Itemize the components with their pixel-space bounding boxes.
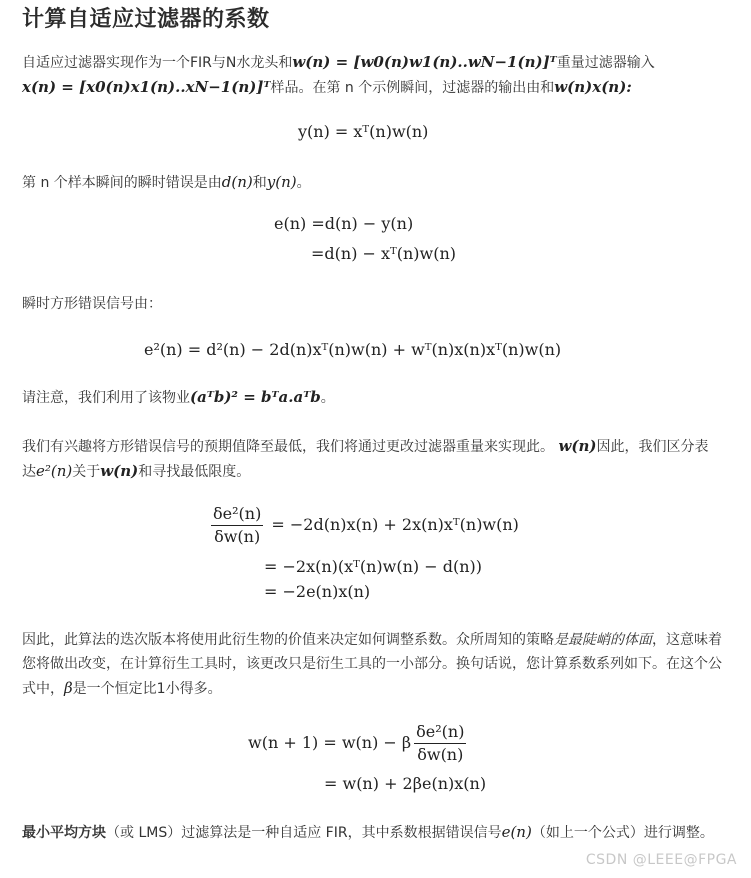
minimize-text-d: 和寻找最低限度。 (138, 464, 251, 480)
minimize-paragraph (22, 434, 722, 484)
error-signal-math: e(n) (501, 823, 532, 841)
gradient-equation-line3 (264, 582, 370, 601)
gradient-numerator: δe²(n) (211, 504, 263, 526)
squared-error-paragraph (22, 292, 722, 316)
update-line2-text: = w(n) + 2βe(n)x(n) (324, 774, 487, 793)
gradient-line3-text: = −2e(n)x(n) (264, 582, 371, 601)
intro-paragraph (22, 50, 722, 100)
error-equation-line2 (311, 244, 456, 263)
steepest-text-b: ，这意味着您将做出改变，在计算衍生工具时，该更改只是衍生工具的一小部分。换句话说，您计算系数系列如下。在这个公式中， (22, 632, 722, 697)
gradient-denominator: δw(n) (214, 527, 261, 546)
gradient-fraction (211, 504, 263, 547)
steepest-text-a: 因此，此算法的迭次版本将使用此衍生物的价值来决定如何调整系数。众所周知的策略 (22, 632, 554, 648)
error-paragraph (22, 170, 722, 195)
property-math: (aᵀb)² = bᵀa.aᵀb (190, 388, 321, 406)
update-lhs-text: w(n + 1) = w(n) − β (248, 733, 412, 752)
squared-error-equation-text: e²(n) = d²(n) − 2d(n)xᵀ(n)w(n) + wᵀ(n)x(n)xᵀ(n)w(n) (144, 340, 562, 359)
output-signal-math: y(n) (266, 173, 297, 191)
lms-paragraph (22, 820, 722, 845)
error-text-b: 和 (252, 175, 267, 191)
steepest-text-em: 是最陡峭的体面 (554, 632, 652, 648)
page-title: 计算自适应过滤器的系数 (22, 7, 270, 32)
property-paragraph (22, 385, 722, 410)
product-math: w(n)x(n): (554, 78, 632, 96)
steepest-text-c: 是一个恒定比1小得多。 (72, 681, 222, 697)
lms-text-a: （或 LMS）过滤算法是一种自适应 FIR，其中系数根据错误信号 (106, 825, 502, 841)
update-numerator: δe²(n) (414, 722, 466, 744)
output-equation-text: y(n) = xᵀ(n)w(n) (298, 122, 429, 141)
squared-error-equation (144, 340, 561, 359)
weight-vector-math: w(n) = [w0(n)w1(n)..wN−1(n)]ᵀ (292, 53, 557, 71)
minimize-text-a: 我们有兴趣将方形错误信号的预期值降至最低，我们将通过更改过滤器重量来实现此。 (22, 439, 554, 455)
squared-error-text: 瞬时方形错误信号由： (22, 296, 162, 312)
gradient-equation-line1 (208, 504, 519, 547)
update-equation-line1 (248, 722, 469, 765)
error-equation-line2-text: =d(n) − xᵀ(n)w(n) (311, 244, 457, 263)
update-denominator: δw(n) (417, 745, 464, 764)
gradient-equation-line2 (264, 557, 482, 576)
gradient-line2-text: = −2x(n)(xᵀ(n)w(n) − d(n)) (264, 557, 482, 576)
output-equation (298, 122, 428, 141)
squared-error-math: e²(n) (36, 462, 73, 480)
error-equation-line1 (274, 214, 413, 233)
beta-math: β (64, 679, 73, 697)
minimize-text-c: 关于 (72, 464, 101, 480)
intro-text-b: 重量过滤器输入 (556, 55, 655, 71)
intro-text-c: 样品。在第 n 个示例瞬间，过滤器的输出由和 (270, 80, 555, 96)
error-text-a: 第 n 个样本瞬间的瞬时错误是由 (22, 175, 222, 191)
desired-signal-math: d(n) (221, 173, 253, 191)
steepest-descent-paragraph (22, 628, 722, 701)
lms-strong-text: 最小平均方块 (22, 825, 106, 841)
gradient-line1-text: = −2d(n)x(n) + 2x(n)xᵀ(n)w(n) (271, 515, 519, 534)
weight-math-2: w(n) (100, 462, 139, 480)
minimize-text-b: 因此，我们区分表达 (22, 439, 709, 480)
input-vector-math: x(n) = [x0(n)x1(n)..xN−1(n)]ᵀ (22, 78, 271, 96)
intro-text-a: 自适应过滤器实现作为一个FIR与N水龙头和 (22, 55, 293, 71)
error-text-c: 。 (296, 175, 311, 191)
weight-math: w(n) (558, 437, 597, 455)
property-text-a: 请注意，我们利用了该物业 (22, 390, 190, 406)
property-text-b: 。 (320, 390, 335, 406)
watermark: CSDN @LEEE@FPGA (585, 852, 737, 868)
update-fraction (414, 722, 466, 765)
update-equation-line2 (324, 774, 486, 793)
lms-text-b: （如上一个公式）进行调整。 (531, 825, 714, 841)
error-equation-line1-text: e(n) =d(n) − y(n) (274, 214, 414, 233)
